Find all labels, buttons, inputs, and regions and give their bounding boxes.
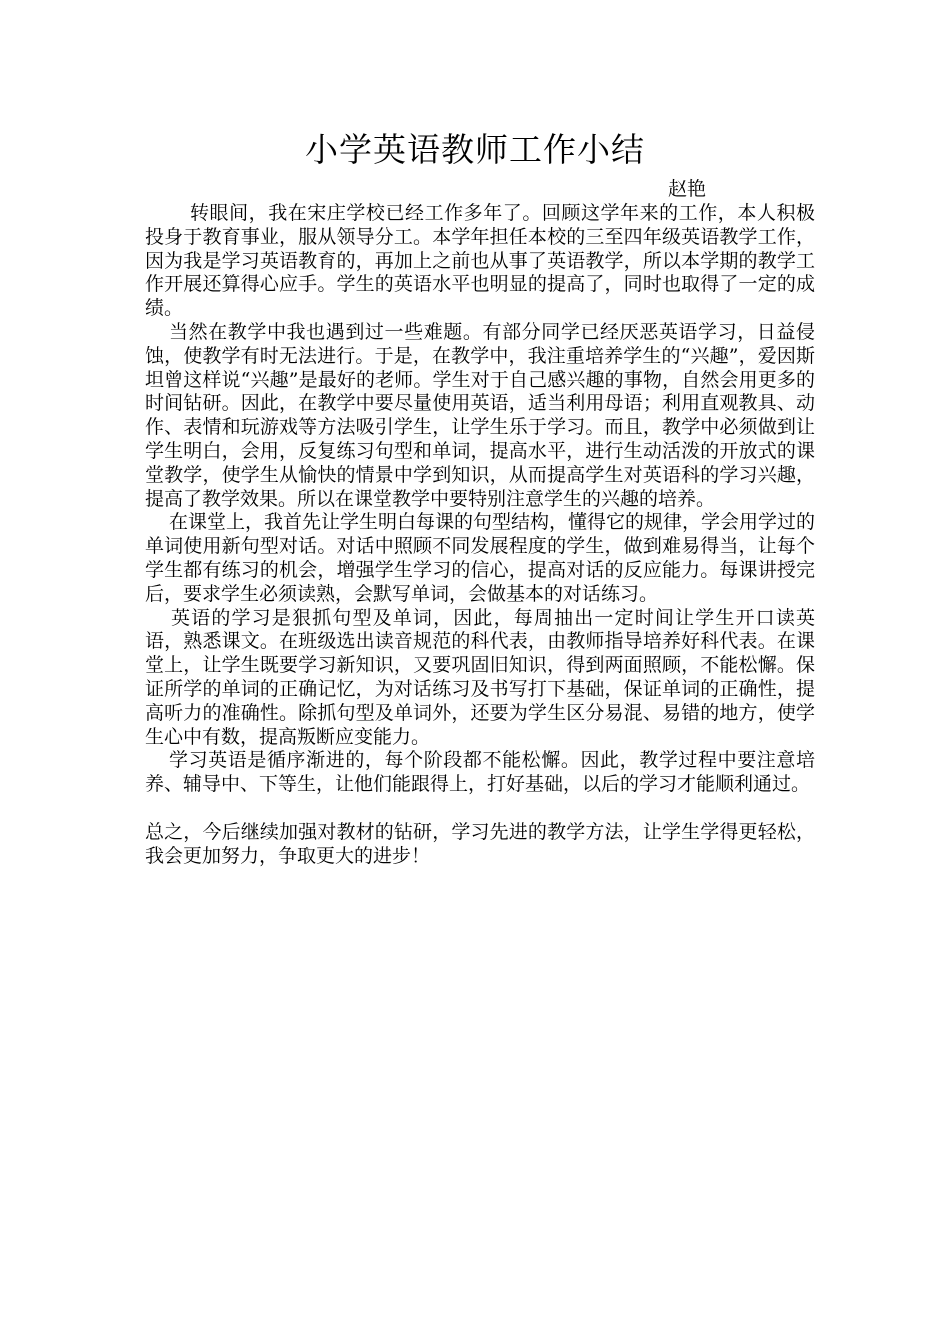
paragraph-3: 在课堂上，我首先让学生明白每课的句型结构，懂得它的规律，学会用学过的单词使用新句型对话。对话中照顾不同发展程度的学生，做到难易得当，让每个学生都有练习的机会，增强学生学习的信心，提高对话的反应能力。每课讲授完后，要求学生必须读熟，会默写单词，会做基本的对话练习。 bbox=[145, 511, 816, 605]
paragraph-1: 转眼间，我在宋庄学校已经工作多年了。回顾这学年来的工作，本人积极投身于教育事业，服从领导分工。本学年担任本校的三至四年级英语教学工作，因为我是学习英语教育的，再加上之前也从事了英语教学，所以本学期的教学工作开展还算得心应手。学生的英语水平也明显的提高了，同时也取得了一定的成绩。 bbox=[145, 202, 815, 320]
author-name: 赵艳 bbox=[668, 178, 707, 200]
paragraph-2: 当然在教学中我也遇到过一些难题。有部分同学已经厌恶英语学习，日益侵蚀，使教学有时无法进行。于是，在教学中，我注重培养学生的“兴趣”，爱因斯坦曾这样说“兴趣”是最好的老师。学生对于自己感兴趣的事物，自然会用更多的时间钻研。因此，在教学中要尽量使用英语，适当利用母语；利用直观教具、动作、表情和玩游戏等方法吸引学生，让学生乐于学习。而且，教学中必须做到让学生明白，会用，反复练习句型和单词，提高水平，进行生动活泼的开放式的课堂教学，使学生从愉快的情景中学到知识，从而提高学生对英语科的学习兴趣，提高了教学效果。所以在课堂教学中要特别注意学生的兴趣的培养。 bbox=[145, 320, 815, 510]
document-title: 小学英语教师工作小结 bbox=[305, 130, 645, 169]
document-body bbox=[145, 202, 815, 868]
paragraph-conclusion: 总之，今后继续加强对教材的钻研，学习先进的教学方法，让学生学得更轻松，我会更加努力，争取更大的进步！ bbox=[145, 820, 815, 867]
paragraph-4: 英语的学习是狠抓句型及单词，因此，每周抽出一定时间让学生开口读英语，熟悉课文。在班级选出读音规范的科代表，由教师指导培养好科代表。在课堂上，让学生既要学习新知识，又要巩固旧知识，得到两面照顾，不能松懈。保证所学的单词的正确记忆，为对话练习及书写打下基础，保证单词的正确性，提高听力的准确性。除抓句型及单词外，还要为学生区分易混、易错的地方，使学生心中有数，提高叛断应变能力。 bbox=[145, 606, 815, 748]
paragraph-5: 学习英语是循序渐进的，每个阶段都不能松懈。因此，教学过程中要注意培养、辅导中、下等生，让他们能跟得上，打好基础，以后的学习才能顺利通过。 bbox=[145, 749, 815, 796]
